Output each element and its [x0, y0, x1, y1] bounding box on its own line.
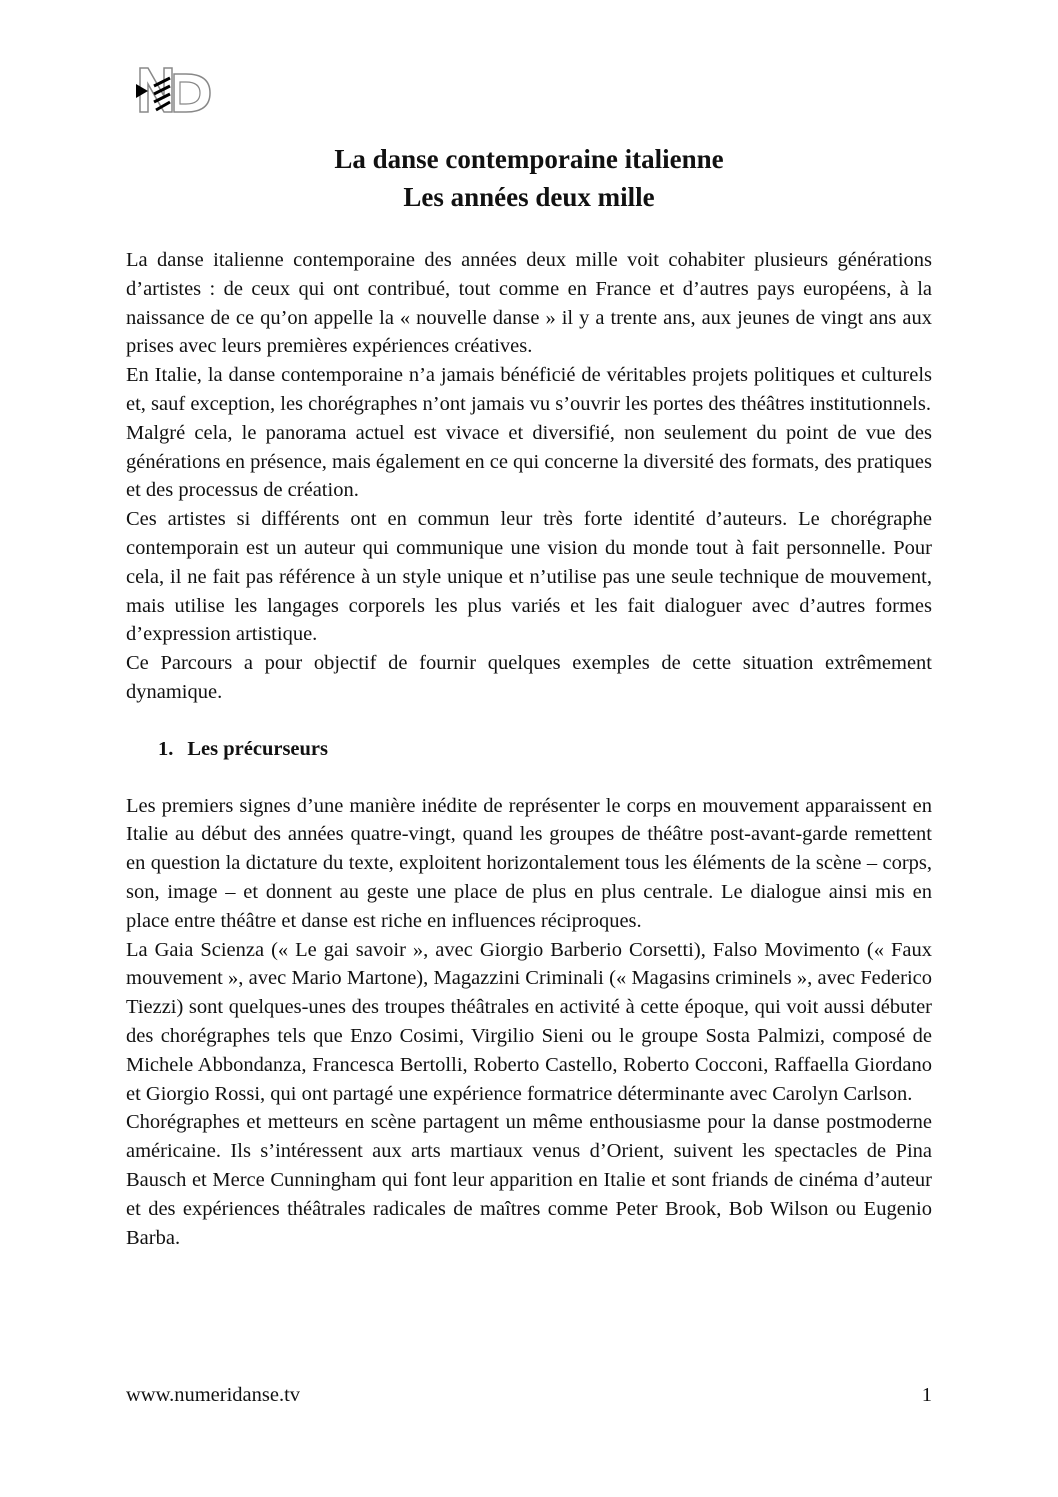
section-number: 1.	[158, 737, 174, 760]
nd-logo-icon	[134, 64, 214, 116]
section-heading	[158, 735, 932, 764]
paragraph: En Italie, la danse contemporaine n’a jamais bénéficié de véritables projets politiques et culturels et, sauf exception, les chorégraphes n’ont jamais vu s’ouvrir les portes des théâtres institutionnels.	[126, 364, 932, 415]
document-body	[126, 246, 932, 1252]
document-title: La danse contemporaine italienne	[334, 144, 724, 174]
paragraph: Ce Parcours a pour objectif de fournir quelques exemples de cette situation extrêmement dynamique.	[126, 652, 932, 703]
document-header	[0, 140, 1058, 216]
paragraph: Les premiers signes d’une manière inédite de représenter le corps en mouvement apparaissent en Italie au début des années quatre-vingt, quand les groupes de théâtre post-avant-garde remettent en question la dictature du texte, exploitent horizontalement tous les éléments de la scène – corps, son, image – et donnent au geste une place de plus en plus centrale. Le dialogue ainsi mis en place entre théâtre et danse est riche en influences réciproques.	[126, 794, 932, 932]
paragraph: La Gaia Scienza (« Le gai savoir », avec Giorgio Barberio Corsetti), Falso Movimento (« Faux mouvement », avec Mario Martone), Magazzini Criminali (« Magasins criminels », avec Federico Tiezzi) sont quelques-unes des troupes théâtrales en activité à cette époque, qui voit aussi débuter des chorégraphes tels que Enzo Cosimi, Virgilio Sieni ou le groupe Sosta Palmizi, composé de Michele Abbondanza, Francesca Bertolli, Roberto Castello, Roberto Cocconi, Raffaella Giordano et Giorgio Rossi, qui ont partagé une expérience formatrice déterminante avec Carolyn Carlson.	[126, 938, 932, 1105]
paragraph: Malgré cela, le panorama actuel est vivace et diversifié, non seulement du point de vue des générations en présence, mais également en ce qui concerne la diversité des formats, des pratiques et des processus de création.	[126, 421, 933, 502]
document-subtitle: Les années deux mille	[403, 182, 655, 212]
section-title: Les précurseurs	[187, 737, 329, 760]
page-number: 1	[921, 1384, 932, 1406]
paragraph: Chorégraphes et metteurs en scène partagent un même enthousiasme pour la danse postmoderne américaine. Ils s’intéressent aux arts martiaux venus d’Orient, suivent les spectacles de Pina Bausch et Merce Cunningham qui font leur apparition en Italie et sont friands de cinéma d’auteur et des expériences théâtrales radicales de maîtres comme Peter Brook, Bob Wilson ou Eugenio Barba.	[126, 1111, 932, 1249]
paragraph: La danse italienne contemporaine des années deux mille voit cohabiter plusieurs générations d’artistes : de ceux qui ont contribué, tout comme en France et d’autres pays européens, à la naissance de ce qu’on appelle la « nouvelle danse » il y a trente ans, aux jeunes de vingt ans aux prises avec leurs premières expériences créatives.	[126, 249, 932, 358]
footer-website: www.numeridanse.tv	[126, 1384, 301, 1406]
paragraph: Ces artistes si différents ont en commun leur très forte identité d’auteurs. Le chorégraphe contemporain est un auteur qui communique une vision du monde tout à fait personnelle. Pour cela, il ne fait pas référence à un style unique et n’utilise pas une seule technique de mouvement, mais utilise les langages corporels les plus variés et les fait dialoguer avec d’autres formes d’expression artistique.	[126, 508, 932, 646]
